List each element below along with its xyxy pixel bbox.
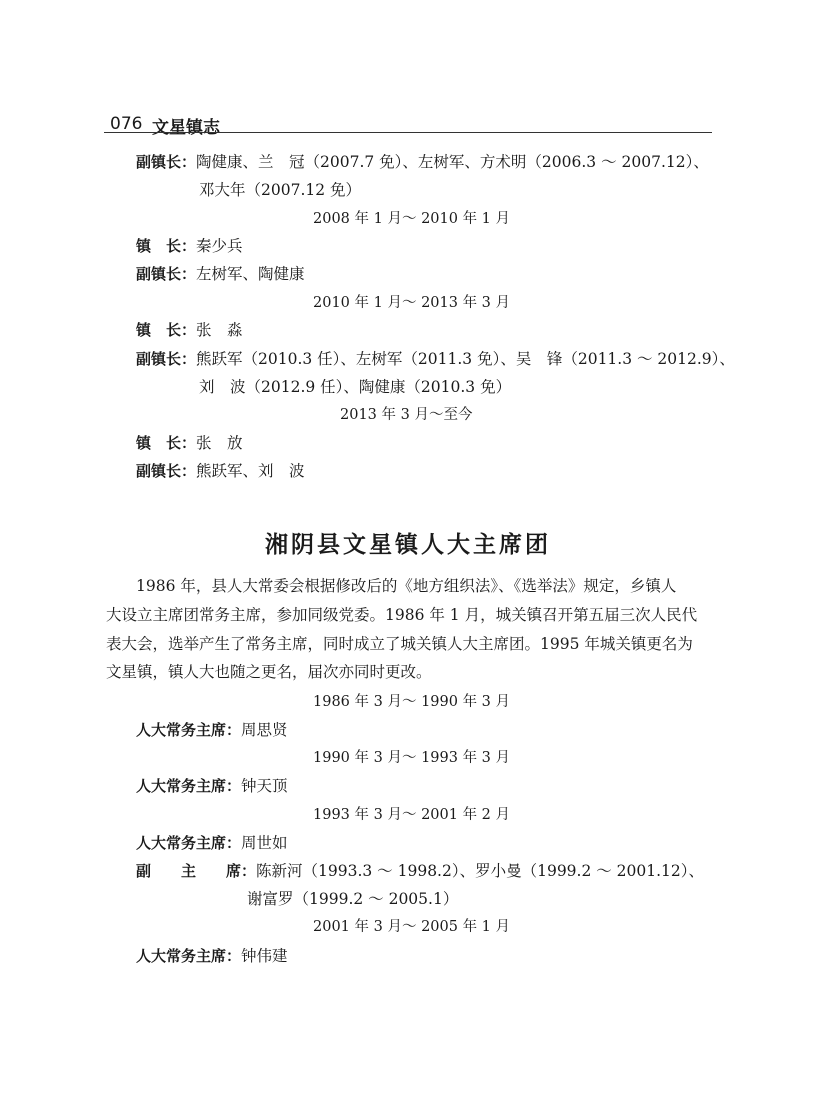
- list-item: [136, 236, 243, 256]
- role-label: 镇 长：: [136, 237, 197, 255]
- role-label: 镇 长：: [136, 321, 197, 339]
- list-item: [136, 946, 288, 966]
- list-item: [136, 461, 305, 481]
- list-item: [199, 377, 511, 397]
- role-names: 左树军、陶健康: [196, 265, 305, 283]
- paragraph-line: 1986 年，县人大常委会根据修改后的《地方组织法》、《选举法》规定，乡镇人: [136, 577, 677, 595]
- list-item: [199, 180, 361, 200]
- role-names: 陈新河（1993.3 ～ 1998.2）、罗小曼（1999.2 ～ 2001.12）、: [256, 862, 705, 880]
- role-names: 熊跃军、刘 波: [196, 462, 305, 480]
- role-names: 秦少兵: [196, 237, 243, 255]
- list-item: [136, 320, 243, 340]
- role-label: 副镇长：: [136, 350, 197, 368]
- term-period: 1990 年 3 月～ 1993 年 3 月: [313, 750, 511, 766]
- header-rule: [104, 132, 712, 133]
- role-names: 周世如: [241, 834, 288, 852]
- list-item: [136, 776, 288, 796]
- book-title: 文星镇志: [152, 118, 220, 138]
- role-names: 周思贤: [241, 721, 288, 739]
- role-names: 邓大年（2007.12 免）: [199, 181, 362, 199]
- term-period: 2008 年 1 月～ 2010 年 1 月: [313, 211, 511, 227]
- term-period: 2001 年 3 月～ 2005 年 1 月: [313, 919, 511, 935]
- role-label: 副 主 席：: [136, 862, 257, 880]
- role-label: 副镇长：: [136, 153, 197, 171]
- list-item: [136, 861, 704, 881]
- section-title: 湘阴县文星镇人大主席团: [265, 532, 551, 558]
- role-names: 陶健康、兰 冠（2007.7 免）、左树军、方术明（2006.3 ～ 2007.12）、: [196, 153, 709, 171]
- term-period: 1986 年 3 月～ 1990 年 3 月: [313, 694, 511, 710]
- list-item: [136, 833, 288, 853]
- page-number: 076: [110, 114, 143, 134]
- role-names: 钟天顶: [241, 777, 288, 795]
- role-label: 人大常务主席：: [136, 777, 242, 795]
- paragraph-line: 文星镇，镇人大也随之更名，届次亦同时更改。: [106, 663, 432, 681]
- role-label: 镇 长：: [136, 434, 197, 452]
- role-label: 人大常务主席：: [136, 721, 242, 739]
- paragraph-line: 大设立主席团常务主席，参加同级党委。1986 年 1 月，城关镇召开第五届三次人民代: [106, 606, 698, 624]
- term-period: 2010 年 1 月～ 2013 年 3 月: [313, 295, 511, 311]
- role-names: 钟伟建: [241, 947, 288, 965]
- role-label: 副镇长：: [136, 462, 197, 480]
- list-item: [136, 152, 709, 172]
- role-label: 副镇长：: [136, 265, 197, 283]
- role-names: 张 放: [196, 434, 243, 452]
- term-period: 1993 年 3 月～ 2001 年 2 月: [313, 807, 511, 823]
- list-item: [136, 264, 305, 284]
- term-period: 2013 年 3 月～至今: [340, 407, 473, 423]
- role-names: 张 淼: [196, 321, 243, 339]
- role-names: 刘 波（2012.9 任）、陶健康（2010.3 免）: [199, 378, 512, 396]
- role-names: 谢富罗（1999.2 ～ 2005.1）: [247, 890, 459, 908]
- list-item: [247, 889, 458, 909]
- paragraph-line: 表大会，选举产生了常务主席，同时成立了城关镇人大主席团。1995 年城关镇更名为: [106, 635, 693, 653]
- role-names: 熊跃军（2010.3 任）、左树军（2011.3 免）、吴 锋（2011.3 ～ 2012.9）、: [196, 350, 735, 368]
- role-label: 人大常务主席：: [136, 947, 242, 965]
- list-item: [136, 433, 243, 453]
- list-item: [136, 720, 288, 740]
- role-label: 人大常务主席：: [136, 834, 242, 852]
- list-item: [136, 349, 735, 369]
